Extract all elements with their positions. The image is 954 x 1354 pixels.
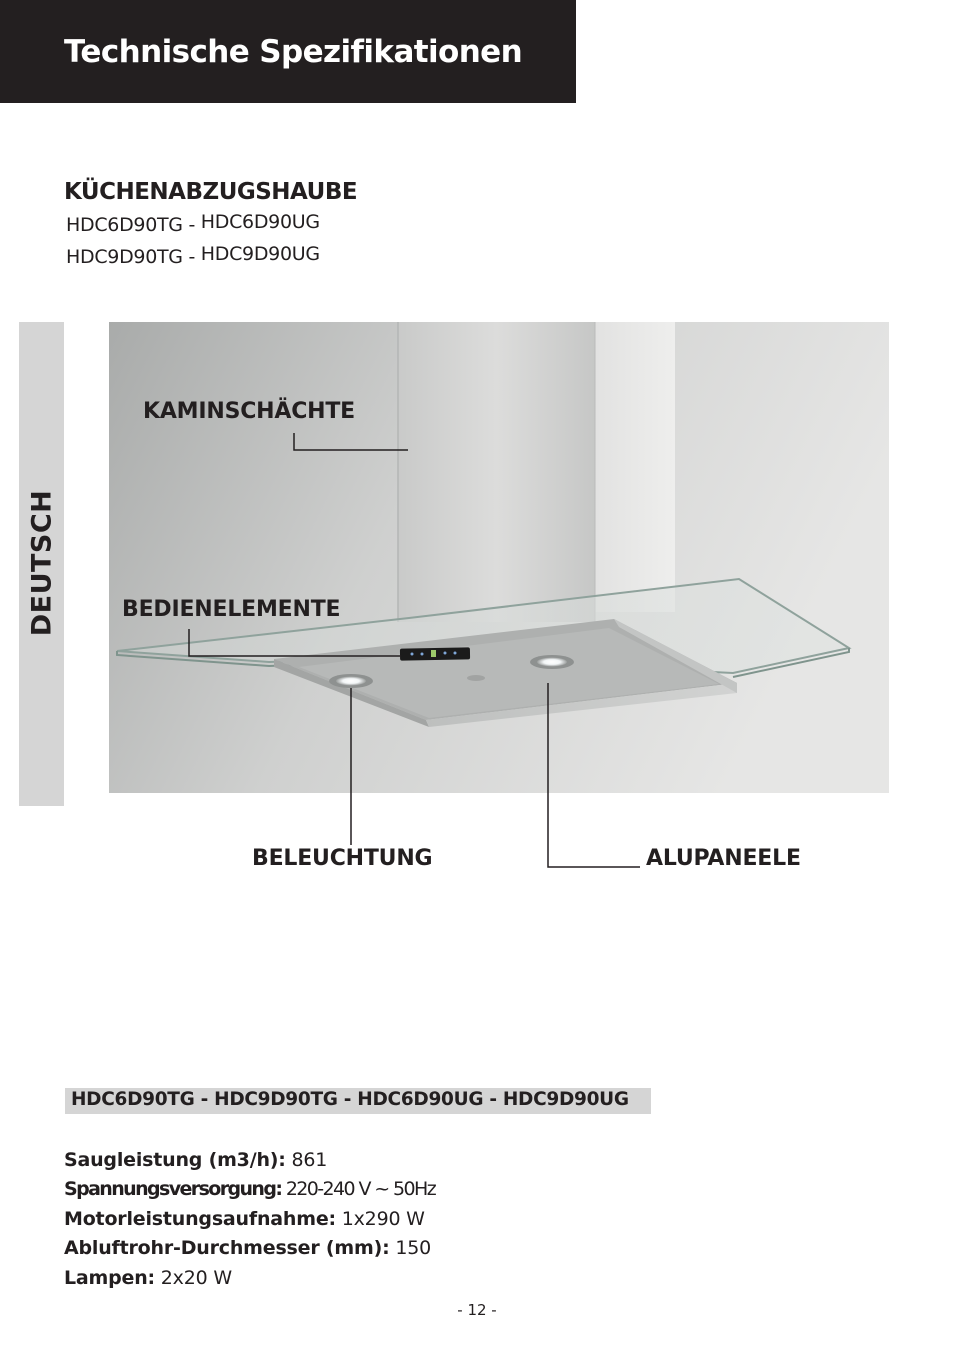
model-code: HDC6D90UG (200, 211, 320, 233)
spec-row (64, 1267, 232, 1289)
spec-value: 2x20 W (160, 1267, 232, 1289)
spec-key: Lampen: (64, 1267, 155, 1289)
spec-row (64, 1149, 327, 1171)
model-code: HDC9D90UG (200, 243, 320, 265)
model-code: HDC6D90TG - (66, 214, 196, 236)
spec-value: 1x290 W (341, 1208, 425, 1230)
spec-value: 861 (291, 1149, 328, 1171)
page-number: - 12 - (457, 1301, 497, 1319)
spec-key: Saugleistung (m3/h): (64, 1149, 286, 1171)
model-line-2 (66, 243, 320, 268)
spec-row (64, 1237, 431, 1259)
header-bar (0, 0, 576, 103)
spec-row (64, 1178, 435, 1200)
spec-heading-bar (65, 1088, 651, 1114)
model-code: HDC9D90TG - (66, 246, 196, 268)
product-heading: KÜCHENABZUGSHAUBE (64, 179, 358, 205)
model-line-1 (66, 211, 320, 236)
spec-value: 150 (395, 1237, 432, 1259)
label-controls: BEDIENELEMENTE (122, 597, 341, 622)
spec-key: Motorleistungsaufnahme: (64, 1208, 336, 1230)
label-chimney: KAMINSCHÄCHTE (143, 399, 355, 424)
spec-key: Abluftrohr-Durchmesser (mm): (64, 1237, 390, 1259)
language-tab-label: DEUTSCH (26, 489, 58, 637)
spec-value: 220-240 V ~ 50Hz (285, 1178, 436, 1200)
spec-heading: HDC6D90TG - HDC9D90TG - HDC6D90UG - HDC9D90UG (71, 1089, 629, 1110)
spec-row (64, 1208, 425, 1230)
label-filters: ALUPANEELE (646, 846, 801, 871)
product-photo (109, 322, 889, 793)
label-lighting: BELEUCHTUNG (252, 846, 433, 871)
spec-key: Spannungsversorgung: (64, 1178, 282, 1200)
page-title: Technische Spezifikationen (64, 34, 523, 70)
range-hood-illustration (109, 322, 889, 793)
